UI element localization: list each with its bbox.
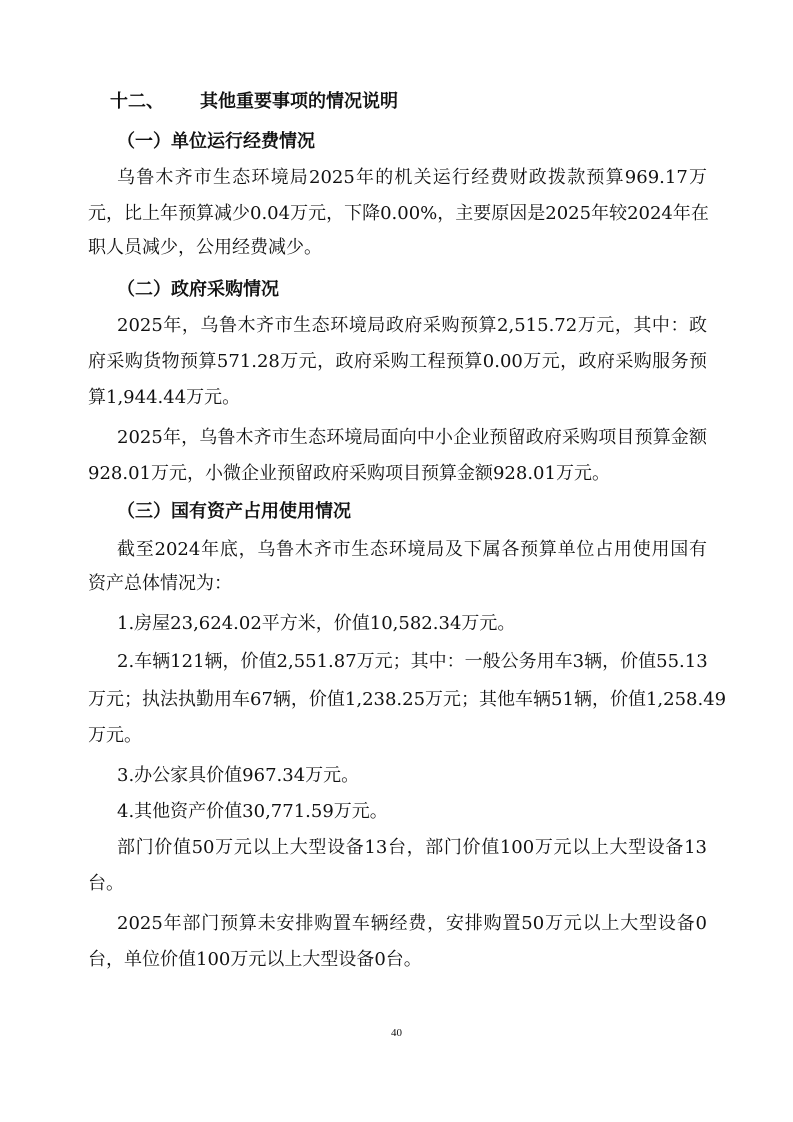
subsection-heading-3: （三）国有资产占用使用情况 (117, 501, 351, 522)
section-heading (110, 90, 700, 114)
subsection-heading-2: （二）政府采购情况 (117, 279, 279, 300)
paragraph-line: 928.01万元，小微企业预留政府采购项目预算金额928.01万元。 (88, 463, 610, 484)
paragraph-line: 截至2024年底，乌鲁木齐市生态环境局及下属各预算单位占用使用国有 (117, 539, 707, 560)
paragraph-line: 元，比上年预算减少0.04万元，下降0.00%，主要原因是2025年较2024年在 (88, 203, 709, 224)
subsection-heading-1: （一）单位运行经费情况 (117, 131, 315, 152)
section-title: 其他重要事项的情况说明 (200, 91, 398, 112)
paragraph-line: 资产总体情况为： (88, 573, 232, 594)
asset-item-furniture: 3.办公家具价值967.34万元。 (117, 765, 360, 786)
page-number: 40 (391, 1027, 402, 1039)
paragraph-line: 万元；执法执勤用车67辆，价值1,238.25万元；其他车辆51辆，价值1,258.49 (88, 689, 727, 710)
paragraph-line: 2025年，乌鲁木齐市生态环境局面向中小企业预留政府采购项目预算金额 (117, 427, 707, 448)
equipment-line: 部门价值50万元以上大型设备13台，部门价值100万元以上大型设备13 (117, 837, 707, 858)
paragraph-line: 台，单位价值100万元以上大型设备0台。 (88, 949, 422, 970)
paragraph-line: 乌鲁木齐市生态环境局2025年的机关运行经费财政拨款预算969.17万 (117, 167, 707, 188)
paragraph-line: 算1,944.44万元。 (88, 387, 241, 408)
asset-item-other: 4.其他资产价值30,771.59万元。 (117, 801, 388, 822)
paragraph-line: 职人员减少，公用经费减少。 (88, 237, 322, 258)
paragraph-line: 府采购货物预算571.28万元，政府采购工程预算0.00万元，政府采购服务预 (88, 351, 707, 372)
paragraph-line: 万元。 (88, 725, 142, 746)
asset-item-vehicles: 2.车辆121辆，价值2,551.87万元；其中：一般公务用车3辆，价值55.13 (117, 651, 708, 672)
asset-item-buildings: 1.房屋23,624.02平方米，价值10,582.34万元。 (117, 613, 516, 634)
purchase-line: 2025年部门预算未安排购置车辆经费，安排购置50万元以上大型设备0 (117, 913, 707, 934)
paragraph-line: 2025年，乌鲁木齐市生态环境局政府采购预算2,515.72万元，其中：政 (117, 315, 707, 336)
paragraph-line: 台。 (88, 873, 124, 894)
section-number: 十二、 (110, 91, 164, 112)
